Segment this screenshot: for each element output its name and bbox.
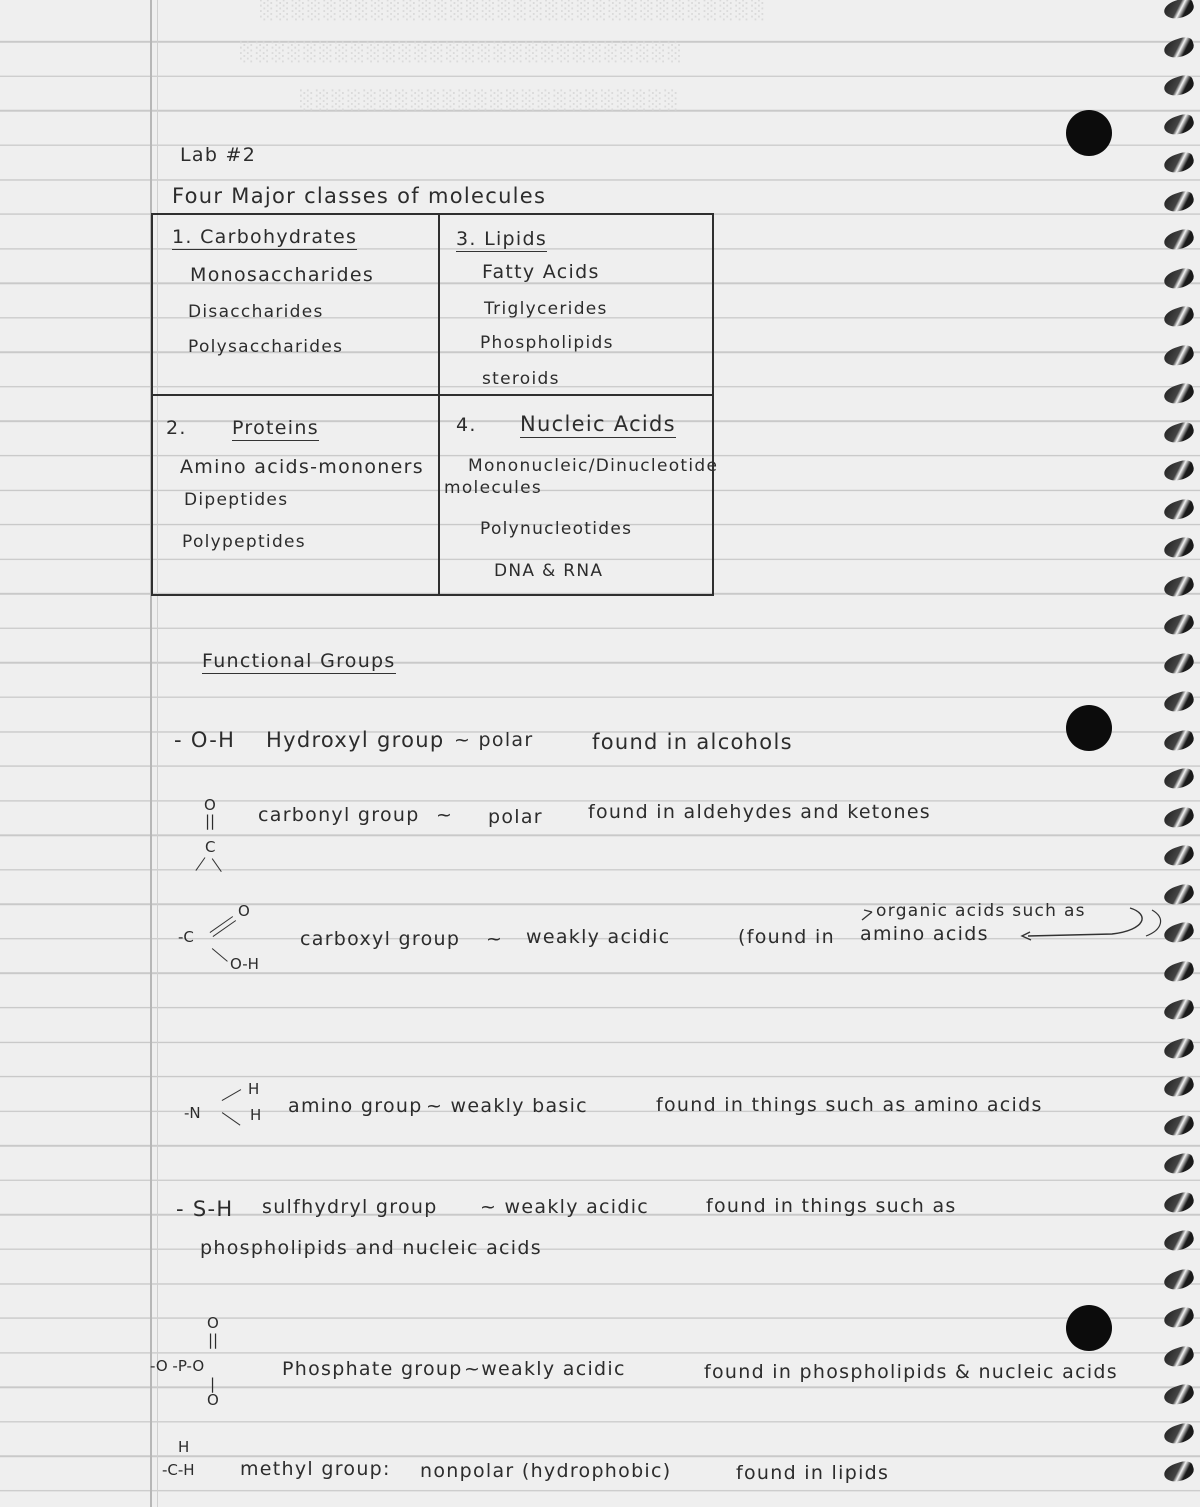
bleed-through: ░░░░░░░░░░░░░░░░░░░░░░░░	[300, 90, 681, 111]
spiral-coil	[1162, 1459, 1196, 1485]
quadrant-number: 2.	[166, 417, 187, 439]
phosphate-single-bond: |	[210, 1375, 216, 1393]
list-item: Polysaccharides	[188, 337, 344, 357]
spiral-coil	[1162, 419, 1196, 445]
hydroxyl-found: found in alcohols	[592, 730, 793, 754]
carboxyl-tilde: ~	[486, 928, 504, 950]
sulfhydryl-polarity: ~ weakly acidic	[480, 1196, 650, 1218]
carboxyl-name: carboxyl group	[300, 928, 461, 950]
spiral-coil	[1162, 689, 1196, 715]
table-divider-vertical	[438, 213, 440, 596]
spiral-coil	[1162, 150, 1196, 176]
carbonyl-atom-c: C	[205, 838, 216, 856]
amino-found: found in things such as amino acids	[656, 1094, 1043, 1116]
list-item: Mononucleic/Dinucleotide	[468, 456, 719, 476]
methyl-atom-h-top: H	[178, 1438, 190, 1456]
spiral-coil	[1162, 958, 1196, 984]
spiral-coil	[1162, 1189, 1196, 1215]
spiral-coil	[1162, 458, 1196, 484]
spiral-coil	[1162, 997, 1196, 1023]
phosphate-polarity: ~weakly acidic	[464, 1358, 626, 1380]
spiral-coil	[1162, 650, 1196, 676]
page-subtitle: Four Major classes of molecules	[172, 184, 547, 208]
bleed-through: ░░░░░░░░░░░░░░░░░░░░░░░░░░░░░░░░	[260, 0, 767, 21]
spiral-binding	[1152, 0, 1200, 1507]
quadrant-number: 4.	[456, 414, 477, 436]
spiral-coil	[1162, 804, 1196, 830]
amino-atom-h: H	[248, 1080, 260, 1098]
list-item: Triglycerides	[484, 299, 608, 319]
spiral-coil	[1162, 496, 1196, 522]
quadrant-heading: Nucleic Acids	[520, 412, 676, 436]
spiral-coil	[1162, 843, 1196, 869]
methyl-found: found in lipids	[736, 1462, 890, 1484]
spiral-coil	[1162, 0, 1196, 22]
hydroxyl-polarity: ~ polar	[454, 729, 534, 751]
carbonyl-polarity: polar	[488, 806, 543, 828]
methyl-polarity: nonpolar (hydrophobic)	[420, 1460, 672, 1482]
list-item: molecules	[444, 478, 543, 498]
quadrant-heading: 1. Carbohydrates	[172, 226, 358, 248]
spiral-coil	[1162, 111, 1196, 137]
carbonyl-name: carbonyl group	[258, 804, 420, 826]
phosphate-name: Phosphate group	[282, 1358, 463, 1380]
list-item: DNA & RNA	[494, 561, 604, 581]
spiral-coil	[1162, 1420, 1196, 1446]
spiral-coil	[1162, 535, 1196, 561]
spiral-coil	[1162, 1074, 1196, 1100]
page-title: Lab #2	[180, 144, 257, 166]
spiral-coil	[1162, 727, 1196, 753]
carbonyl-found: found in aldehydes and ketones	[588, 801, 932, 823]
spiral-coil	[1162, 304, 1196, 330]
carboxyl-note: organic acids such as	[876, 901, 1086, 921]
spiral-coil	[1162, 73, 1196, 99]
spiral-coil	[1162, 1343, 1196, 1369]
phosphate-formula: -O -P-O	[150, 1357, 205, 1375]
carboxyl-atom-oh: O-H	[230, 955, 259, 973]
carboxyl-atom-o: O	[238, 902, 250, 920]
phosphate-atom-o-bottom: O	[207, 1391, 219, 1409]
list-item: steroids	[482, 369, 560, 389]
amino-atom-n: -N	[184, 1104, 201, 1122]
section-heading: Functional Groups	[202, 650, 396, 672]
table-divider-horizontal	[151, 394, 714, 396]
spiral-coil	[1162, 342, 1196, 368]
list-item: Monosaccharides	[190, 264, 375, 286]
bleed-through: ░░░░░░░░░░░░░░░░░░░░░░░░░░░░	[240, 42, 684, 63]
spiral-coil	[1162, 1228, 1196, 1254]
spiral-coil	[1162, 573, 1196, 599]
list-item: Polynucleotides	[480, 519, 633, 539]
carbonyl-tilde: ~	[436, 804, 454, 826]
carbonyl-double-bond: ||	[205, 812, 216, 830]
spiral-coil	[1162, 381, 1196, 407]
amino-name: amino group	[288, 1095, 423, 1117]
sulfhydryl-formula: - S-H	[176, 1197, 234, 1221]
spiral-coil	[1162, 766, 1196, 792]
punched-hole	[1066, 110, 1112, 156]
spiral-coil	[1162, 612, 1196, 638]
amino-polarity: ~ weakly basic	[426, 1095, 588, 1117]
carboxyl-atom-c: -C	[178, 928, 194, 946]
list-item: Dipeptides	[184, 490, 289, 510]
spiral-coil	[1162, 1035, 1196, 1061]
spiral-coil	[1162, 34, 1196, 60]
list-item: Amino acids-mononers	[180, 456, 424, 478]
carboxyl-polarity: weakly acidic	[526, 926, 671, 948]
carbonyl-atom-o: O	[204, 796, 216, 814]
methyl-name: methyl group:	[240, 1458, 391, 1480]
annotation-arrow	[850, 900, 1170, 950]
phosphate-found: found in phospholipids & nucleic acids	[704, 1361, 1118, 1383]
spiral-coil	[1162, 188, 1196, 214]
list-item: Disaccharides	[188, 302, 324, 322]
spiral-coil	[1162, 1151, 1196, 1177]
quadrant-heading: Proteins	[232, 417, 319, 439]
punched-hole	[1066, 1305, 1112, 1351]
phosphate-double-bond: ||	[208, 1331, 219, 1349]
list-item: Polypeptides	[182, 532, 306, 552]
sulfhydryl-name: sulfhydryl group	[262, 1196, 438, 1218]
spiral-coil	[1162, 265, 1196, 291]
hydroxyl-formula: - O-H	[174, 728, 236, 752]
spiral-coil	[1162, 1382, 1196, 1408]
sulfhydryl-found-line2: phospholipids and nucleic acids	[200, 1237, 542, 1259]
list-item: Phospholipids	[480, 333, 614, 353]
spiral-coil	[1162, 1266, 1196, 1292]
list-item: Fatty Acids	[482, 261, 600, 283]
carboxyl-found-target: amino acids	[860, 923, 989, 945]
spiral-coil	[1162, 1305, 1196, 1331]
carboxyl-found: (found in	[738, 926, 835, 948]
hydroxyl-name: Hydroxyl group	[266, 728, 445, 752]
methyl-formula: -C-H	[162, 1461, 195, 1479]
spiral-coil	[1162, 227, 1196, 253]
sulfhydryl-found: found in things such as	[706, 1195, 957, 1217]
quadrant-heading: 3. Lipids	[456, 228, 548, 250]
phosphate-atom-o-top: O	[207, 1314, 219, 1332]
punched-hole	[1066, 705, 1112, 751]
spiral-coil	[1162, 1112, 1196, 1138]
amino-atom-h: H	[250, 1106, 262, 1124]
